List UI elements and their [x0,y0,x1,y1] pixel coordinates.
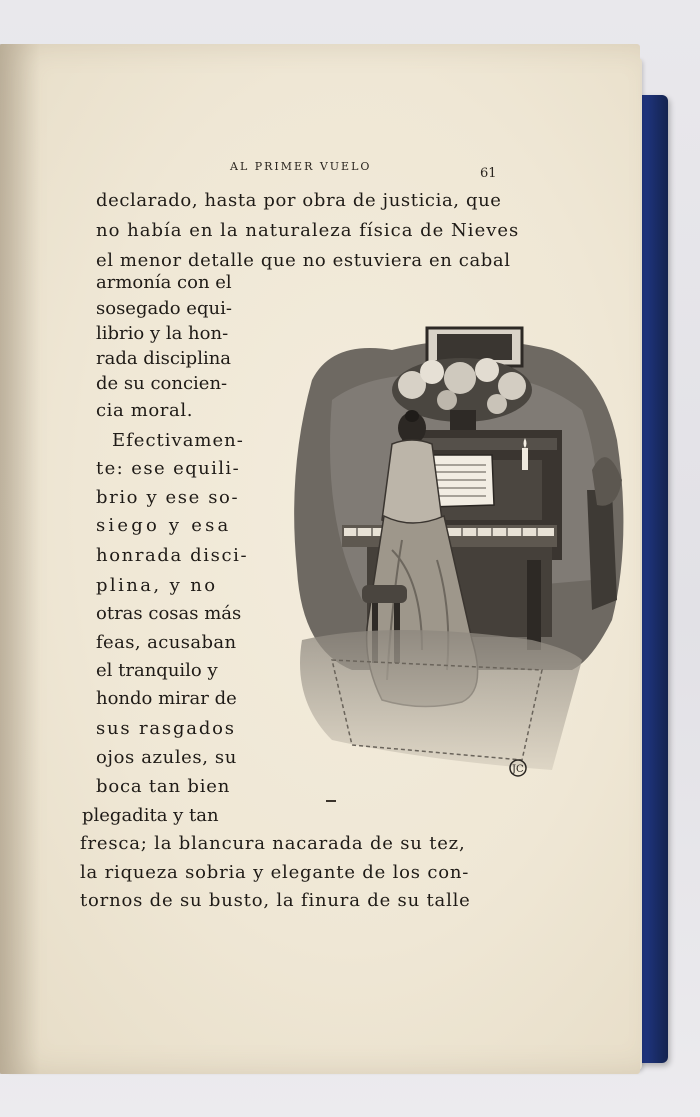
text-line: siego y esa [96,515,232,536]
text-line: plina, y no [96,575,218,596]
gutter-shadow [0,44,40,1074]
text-line: hondo mirar de [96,688,237,709]
text-line: sus rasgados [96,718,236,739]
stray-ink-mark [326,800,336,802]
text-line: cia moral. [96,400,194,421]
text-line: te: ese equili- [96,458,241,479]
text-line: rada disciplina [96,348,232,369]
text-line: armonía con el [96,272,232,293]
piano-illustration [272,320,637,785]
text-line: Efectivamen- [112,430,244,451]
text-line: honrada disci- [96,545,249,566]
text-line: declarado, hasta por obra de justicia, que [96,190,502,211]
text-line: no había en la naturaleza física de Nieves [96,220,520,241]
page-number: 61 [480,166,497,181]
text-line: el menor detalle que no estuviera en cabal [96,250,511,271]
text-line: plegadita y tan [82,805,219,826]
text-line: librio y la hon- [96,323,229,344]
text-line: fresca; la blancura nacarada de su tez, [80,833,466,854]
text-line: la riqueza sobria y elegante de los con- [80,862,470,883]
text-line: el tranquilo y [96,660,218,681]
text-line: sosegado equi- [96,298,232,319]
text-line: tornos de su busto, la finura de su talle [80,890,471,911]
text-line: de su concien- [96,373,228,394]
svg-text:JC: JC [512,764,524,775]
text-line: boca tan bien [96,776,231,797]
text-line: feas, acusaban [96,632,237,653]
text-line: ojos azules, su [96,747,237,768]
text-line: brio y ese so- [96,487,240,508]
running-head: AL PRIMER VUELO [230,160,372,173]
text-line: otras cosas más [96,603,242,624]
